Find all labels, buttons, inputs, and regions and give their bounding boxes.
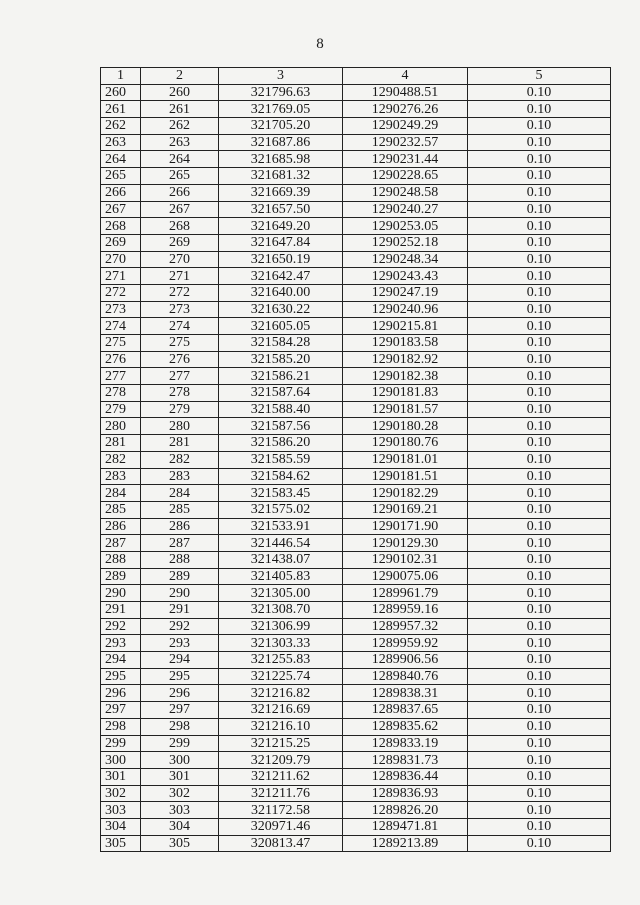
table-cell-col-4: 1289957.32 (343, 618, 468, 635)
table-cell-col-3: 321640.00 (219, 284, 343, 301)
table-cell-col-4: 1290182.38 (343, 368, 468, 385)
table-row (101, 451, 611, 468)
table-body (101, 84, 611, 852)
table-row (101, 351, 611, 368)
table-cell-col-5: 0.10 (468, 551, 611, 568)
table-cell-col-2: 302 (141, 785, 219, 802)
table-row (101, 718, 611, 735)
table-cell-col-2: 281 (141, 435, 219, 452)
table-cell-col-5: 0.10 (468, 718, 611, 735)
table-cell-col-4: 1289840.76 (343, 668, 468, 685)
table-cell-col-2: 279 (141, 401, 219, 418)
table-cell-col-2: 260 (141, 84, 219, 101)
table-row (101, 585, 611, 602)
table-cell-col-4: 1290231.44 (343, 151, 468, 168)
table-cell-col-5: 0.10 (468, 451, 611, 468)
table-cell-col-1: 279 (101, 401, 141, 418)
table-cell-col-4: 1290248.58 (343, 184, 468, 201)
table-cell-col-3: 321584.28 (219, 335, 343, 352)
table-row (101, 652, 611, 669)
table-cell-col-4: 1290183.58 (343, 335, 468, 352)
table-row (101, 485, 611, 502)
table-cell-col-1: 263 (101, 134, 141, 151)
table-cell-col-1: 262 (101, 118, 141, 135)
table-row (101, 768, 611, 785)
table-cell-col-2: 290 (141, 585, 219, 602)
table-cell-col-1: 280 (101, 418, 141, 435)
table-cell-col-1: 268 (101, 218, 141, 235)
table-cell-col-3: 321657.50 (219, 201, 343, 218)
table-cell-col-5: 0.10 (468, 501, 611, 518)
table-cell-col-3: 321588.40 (219, 401, 343, 418)
table-cell-col-1: 297 (101, 702, 141, 719)
table-cell-col-2: 265 (141, 168, 219, 185)
table-row (101, 685, 611, 702)
table-cell-col-5: 0.10 (468, 84, 611, 101)
table-cell-col-3: 321303.33 (219, 635, 343, 652)
table-cell-col-4: 1290247.19 (343, 284, 468, 301)
table-cell-col-2: 272 (141, 284, 219, 301)
table-cell-col-3: 321586.21 (219, 368, 343, 385)
table-cell-col-2: 280 (141, 418, 219, 435)
table-row (101, 535, 611, 552)
table-cell-col-2: 277 (141, 368, 219, 385)
table-cell-col-3: 321649.20 (219, 218, 343, 235)
table-row (101, 518, 611, 535)
table-cell-col-4: 1290171.90 (343, 518, 468, 535)
table-cell-col-2: 267 (141, 201, 219, 218)
table-cell-col-4: 1289836.93 (343, 785, 468, 802)
table-cell-col-4: 1289831.73 (343, 752, 468, 769)
table-cell-col-4: 1290249.29 (343, 118, 468, 135)
table-cell-col-4: 1290075.06 (343, 568, 468, 585)
column-header-1: 1 (101, 68, 141, 85)
table-cell-col-1: 274 (101, 318, 141, 335)
table-cell-col-4: 1290180.76 (343, 435, 468, 452)
table-cell-col-1: 299 (101, 735, 141, 752)
table-cell-col-1: 276 (101, 351, 141, 368)
table-cell-col-1: 292 (101, 618, 141, 635)
table-row (101, 151, 611, 168)
table-cell-col-2: 271 (141, 268, 219, 285)
table-cell-col-2: 262 (141, 118, 219, 135)
table-cell-col-2: 293 (141, 635, 219, 652)
table-cell-col-1: 289 (101, 568, 141, 585)
table-cell-col-2: 298 (141, 718, 219, 735)
table-cell-col-5: 0.10 (468, 218, 611, 235)
table-row (101, 618, 611, 635)
table-cell-col-4: 1290181.57 (343, 401, 468, 418)
page-number: 8 (316, 36, 324, 52)
table-cell-col-2: 266 (141, 184, 219, 201)
table-cell-col-2: 278 (141, 385, 219, 402)
table-row (101, 284, 611, 301)
table-cell-col-3: 321687.86 (219, 134, 343, 151)
table-cell-col-3: 321216.10 (219, 718, 343, 735)
table-cell-col-3: 321533.91 (219, 518, 343, 535)
table-cell-col-1: 269 (101, 234, 141, 251)
table-row (101, 401, 611, 418)
table-cell-col-4: 1290182.29 (343, 485, 468, 502)
table-row (101, 435, 611, 452)
table-cell-col-3: 321172.58 (219, 802, 343, 819)
table-row (101, 234, 611, 251)
table-cell-col-4: 1289835.62 (343, 718, 468, 735)
table-cell-col-3: 321685.98 (219, 151, 343, 168)
table-cell-col-1: 267 (101, 201, 141, 218)
table-cell-col-5: 0.10 (468, 268, 611, 285)
table-cell-col-5: 0.10 (468, 184, 611, 201)
table-cell-col-1: 284 (101, 485, 141, 502)
table-cell-col-4: 1290181.83 (343, 385, 468, 402)
table-cell-col-3: 321305.00 (219, 585, 343, 602)
column-header-2: 2 (141, 68, 219, 85)
table-cell-col-3: 321225.74 (219, 668, 343, 685)
table-row (101, 802, 611, 819)
table-cell-col-2: 284 (141, 485, 219, 502)
table-cell-col-5: 0.10 (468, 835, 611, 852)
table-cell-col-1: 275 (101, 335, 141, 352)
table-row (101, 368, 611, 385)
table-cell-col-5: 0.10 (468, 585, 611, 602)
table-cell-col-2: 289 (141, 568, 219, 585)
table-cell-col-1: 282 (101, 451, 141, 468)
table-cell-col-4: 1290488.51 (343, 84, 468, 101)
table-row (101, 318, 611, 335)
table-cell-col-4: 1290180.28 (343, 418, 468, 435)
table-cell-col-3: 321405.83 (219, 568, 343, 585)
table-cell-col-3: 321669.39 (219, 184, 343, 201)
table-cell-col-2: 295 (141, 668, 219, 685)
table-cell-col-2: 299 (141, 735, 219, 752)
table-cell-col-1: 264 (101, 151, 141, 168)
table-cell-col-4: 1290253.05 (343, 218, 468, 235)
table-cell-col-3: 321583.45 (219, 485, 343, 502)
table-cell-col-4: 1289213.89 (343, 835, 468, 852)
table-cell-col-3: 321642.47 (219, 268, 343, 285)
table-cell-col-5: 0.10 (468, 385, 611, 402)
table-cell-col-4: 1290248.34 (343, 251, 468, 268)
table-cell-col-2: 273 (141, 301, 219, 318)
table-cell-col-1: 283 (101, 468, 141, 485)
table-cell-col-3: 321216.82 (219, 685, 343, 702)
table-cell-col-3: 321796.63 (219, 84, 343, 101)
table-cell-col-5: 0.10 (468, 668, 611, 685)
table-cell-col-5: 0.10 (468, 785, 611, 802)
table-cell-col-4: 1290169.21 (343, 501, 468, 518)
table-cell-col-1: 303 (101, 802, 141, 819)
table-row (101, 501, 611, 518)
table-cell-col-4: 1289838.31 (343, 685, 468, 702)
table-cell-col-2: 268 (141, 218, 219, 235)
table-cell-col-2: 303 (141, 802, 219, 819)
table-cell-col-1: 294 (101, 652, 141, 669)
table-cell-col-3: 321255.83 (219, 652, 343, 669)
table-cell-col-2: 291 (141, 602, 219, 619)
table-cell-col-2: 305 (141, 835, 219, 852)
table-cell-col-1: 286 (101, 518, 141, 535)
table-cell-col-2: 301 (141, 768, 219, 785)
table-cell-col-4: 1290215.81 (343, 318, 468, 335)
table-cell-col-3: 321630.22 (219, 301, 343, 318)
table-cell-col-4: 1290181.01 (343, 451, 468, 468)
table-cell-col-2: 300 (141, 752, 219, 769)
table-cell-col-2: 297 (141, 702, 219, 719)
table-cell-col-3: 321587.56 (219, 418, 343, 435)
table-cell-col-2: 261 (141, 101, 219, 118)
table-cell-col-1: 301 (101, 768, 141, 785)
table-cell-col-5: 0.10 (468, 201, 611, 218)
table-cell-col-5: 0.10 (468, 702, 611, 719)
table-cell-col-5: 0.10 (468, 118, 611, 135)
table-cell-col-1: 265 (101, 168, 141, 185)
table-cell-col-5: 0.10 (468, 768, 611, 785)
table-cell-col-1: 295 (101, 668, 141, 685)
table-cell-col-3: 321647.84 (219, 234, 343, 251)
column-header-5: 5 (468, 68, 611, 85)
table-cell-col-3: 321575.02 (219, 501, 343, 518)
table-cell-col-4: 1290232.57 (343, 134, 468, 151)
column-header-4: 4 (343, 68, 468, 85)
table-row (101, 268, 611, 285)
table-cell-col-2: 296 (141, 685, 219, 702)
table-cell-col-5: 0.10 (468, 685, 611, 702)
table-cell-col-4: 1290276.26 (343, 101, 468, 118)
table-cell-col-3: 321306.99 (219, 618, 343, 635)
table-cell-col-3: 321446.54 (219, 535, 343, 552)
table-row (101, 134, 611, 151)
table-cell-col-1: 260 (101, 84, 141, 101)
table-cell-col-3: 321211.76 (219, 785, 343, 802)
table-cell-col-3: 321216.69 (219, 702, 343, 719)
table-cell-col-1: 271 (101, 268, 141, 285)
table-cell-col-4: 1289961.79 (343, 585, 468, 602)
table-cell-col-4: 1289833.19 (343, 735, 468, 752)
table-cell-col-5: 0.10 (468, 618, 611, 635)
table-cell-col-4: 1289906.56 (343, 652, 468, 669)
table-cell-col-2: 263 (141, 134, 219, 151)
table-cell-col-5: 0.10 (468, 752, 611, 769)
table-cell-col-1: 298 (101, 718, 141, 735)
table-cell-col-5: 0.10 (468, 602, 611, 619)
table-header-row (101, 68, 611, 85)
table-cell-col-3: 320813.47 (219, 835, 343, 852)
table-cell-col-2: 276 (141, 351, 219, 368)
table-cell-col-1: 290 (101, 585, 141, 602)
table-cell-col-4: 1289826.20 (343, 802, 468, 819)
table-cell-col-3: 321587.64 (219, 385, 343, 402)
table-cell-col-3: 321584.62 (219, 468, 343, 485)
table-row (101, 568, 611, 585)
table-cell-col-3: 321681.32 (219, 168, 343, 185)
table-cell-col-3: 321769.05 (219, 101, 343, 118)
table-cell-col-5: 0.10 (468, 818, 611, 835)
table-cell-col-1: 281 (101, 435, 141, 452)
table-cell-col-1: 285 (101, 501, 141, 518)
table-cell-col-4: 1289959.92 (343, 635, 468, 652)
table-cell-col-1: 300 (101, 752, 141, 769)
table-cell-col-4: 1290240.27 (343, 201, 468, 218)
table-cell-col-2: 294 (141, 652, 219, 669)
table-cell-col-5: 0.10 (468, 401, 611, 418)
table-row (101, 602, 611, 619)
table-cell-col-5: 0.10 (468, 485, 611, 502)
table-cell-col-2: 304 (141, 818, 219, 835)
table-cell-col-3: 321585.59 (219, 451, 343, 468)
table-cell-col-4: 1290102.31 (343, 551, 468, 568)
table-cell-col-4: 1289959.16 (343, 602, 468, 619)
table-cell-col-1: 278 (101, 385, 141, 402)
table-cell-col-3: 321308.70 (219, 602, 343, 619)
table-row (101, 785, 611, 802)
table-cell-col-4: 1290129.30 (343, 535, 468, 552)
table-row (101, 301, 611, 318)
table-cell-col-3: 321705.20 (219, 118, 343, 135)
table-cell-col-5: 0.10 (468, 301, 611, 318)
table-cell-col-2: 283 (141, 468, 219, 485)
table-cell-col-5: 0.10 (468, 134, 611, 151)
table-cell-col-1: 291 (101, 602, 141, 619)
table-cell-col-5: 0.10 (468, 635, 611, 652)
table-row (101, 335, 611, 352)
table-cell-col-1: 287 (101, 535, 141, 552)
table-cell-col-1: 293 (101, 635, 141, 652)
table-cell-col-2: 282 (141, 451, 219, 468)
table-cell-col-4: 1290182.92 (343, 351, 468, 368)
table-row (101, 551, 611, 568)
table-cell-col-5: 0.10 (468, 251, 611, 268)
table-cell-col-3: 321211.62 (219, 768, 343, 785)
table-cell-col-4: 1289836.44 (343, 768, 468, 785)
table-cell-col-2: 292 (141, 618, 219, 635)
table-row (101, 468, 611, 485)
table-cell-col-1: 288 (101, 551, 141, 568)
table-cell-col-2: 274 (141, 318, 219, 335)
table-cell-col-1: 302 (101, 785, 141, 802)
table-cell-col-1: 270 (101, 251, 141, 268)
table-row (101, 418, 611, 435)
table-row (101, 752, 611, 769)
table-row (101, 118, 611, 135)
table-cell-col-2: 285 (141, 501, 219, 518)
table-cell-col-5: 0.10 (468, 351, 611, 368)
table-cell-col-2: 288 (141, 551, 219, 568)
table-cell-col-4: 1290252.18 (343, 234, 468, 251)
table-cell-col-1: 304 (101, 818, 141, 835)
table-cell-col-3: 321585.20 (219, 351, 343, 368)
table-cell-col-5: 0.10 (468, 284, 611, 301)
column-header-3: 3 (219, 68, 343, 85)
table-cell-col-1: 261 (101, 101, 141, 118)
table-cell-col-5: 0.10 (468, 735, 611, 752)
table-row (101, 668, 611, 685)
table-row (101, 101, 611, 118)
table-row (101, 218, 611, 235)
table-cell-col-1: 272 (101, 284, 141, 301)
table-cell-col-1: 305 (101, 835, 141, 852)
table-row (101, 168, 611, 185)
table-cell-col-5: 0.10 (468, 418, 611, 435)
table-row (101, 385, 611, 402)
table-cell-col-2: 269 (141, 234, 219, 251)
table-cell-col-5: 0.10 (468, 234, 611, 251)
table-row (101, 84, 611, 101)
table-cell-col-2: 275 (141, 335, 219, 352)
table-cell-col-2: 287 (141, 535, 219, 552)
table-cell-col-5: 0.10 (468, 518, 611, 535)
table-cell-col-5: 0.10 (468, 168, 611, 185)
table-row (101, 251, 611, 268)
table-cell-col-3: 320971.46 (219, 818, 343, 835)
table-row (101, 735, 611, 752)
coordinates-table (100, 67, 611, 852)
table-cell-col-5: 0.10 (468, 318, 611, 335)
table-row (101, 184, 611, 201)
table-cell-col-4: 1290243.43 (343, 268, 468, 285)
table-cell-col-3: 321605.05 (219, 318, 343, 335)
table-cell-col-2: 286 (141, 518, 219, 535)
table-cell-col-5: 0.10 (468, 535, 611, 552)
table-cell-col-1: 296 (101, 685, 141, 702)
table-cell-col-4: 1289837.65 (343, 702, 468, 719)
table-cell-col-2: 270 (141, 251, 219, 268)
table-cell-col-3: 321586.20 (219, 435, 343, 452)
table-cell-col-4: 1289471.81 (343, 818, 468, 835)
table-cell-col-5: 0.10 (468, 101, 611, 118)
table-cell-col-5: 0.10 (468, 368, 611, 385)
table-cell-col-3: 321209.79 (219, 752, 343, 769)
table-cell-col-1: 273 (101, 301, 141, 318)
table-cell-col-3: 321438.07 (219, 551, 343, 568)
table-cell-col-1: 266 (101, 184, 141, 201)
table-row (101, 635, 611, 652)
table-cell-col-4: 1290181.51 (343, 468, 468, 485)
table-cell-col-1: 277 (101, 368, 141, 385)
table-cell-col-4: 1290240.96 (343, 301, 468, 318)
table-cell-col-4: 1290228.65 (343, 168, 468, 185)
table-cell-col-5: 0.10 (468, 335, 611, 352)
table-cell-col-3: 321215.25 (219, 735, 343, 752)
table-cell-col-5: 0.10 (468, 468, 611, 485)
table-cell-col-5: 0.10 (468, 151, 611, 168)
table-row (101, 201, 611, 218)
table-cell-col-5: 0.10 (468, 652, 611, 669)
table-cell-col-5: 0.10 (468, 568, 611, 585)
table-cell-col-5: 0.10 (468, 435, 611, 452)
table-cell-col-2: 264 (141, 151, 219, 168)
table-cell-col-5: 0.10 (468, 802, 611, 819)
table-cell-col-3: 321650.19 (219, 251, 343, 268)
table-row (101, 835, 611, 852)
table-row (101, 702, 611, 719)
table-row (101, 818, 611, 835)
